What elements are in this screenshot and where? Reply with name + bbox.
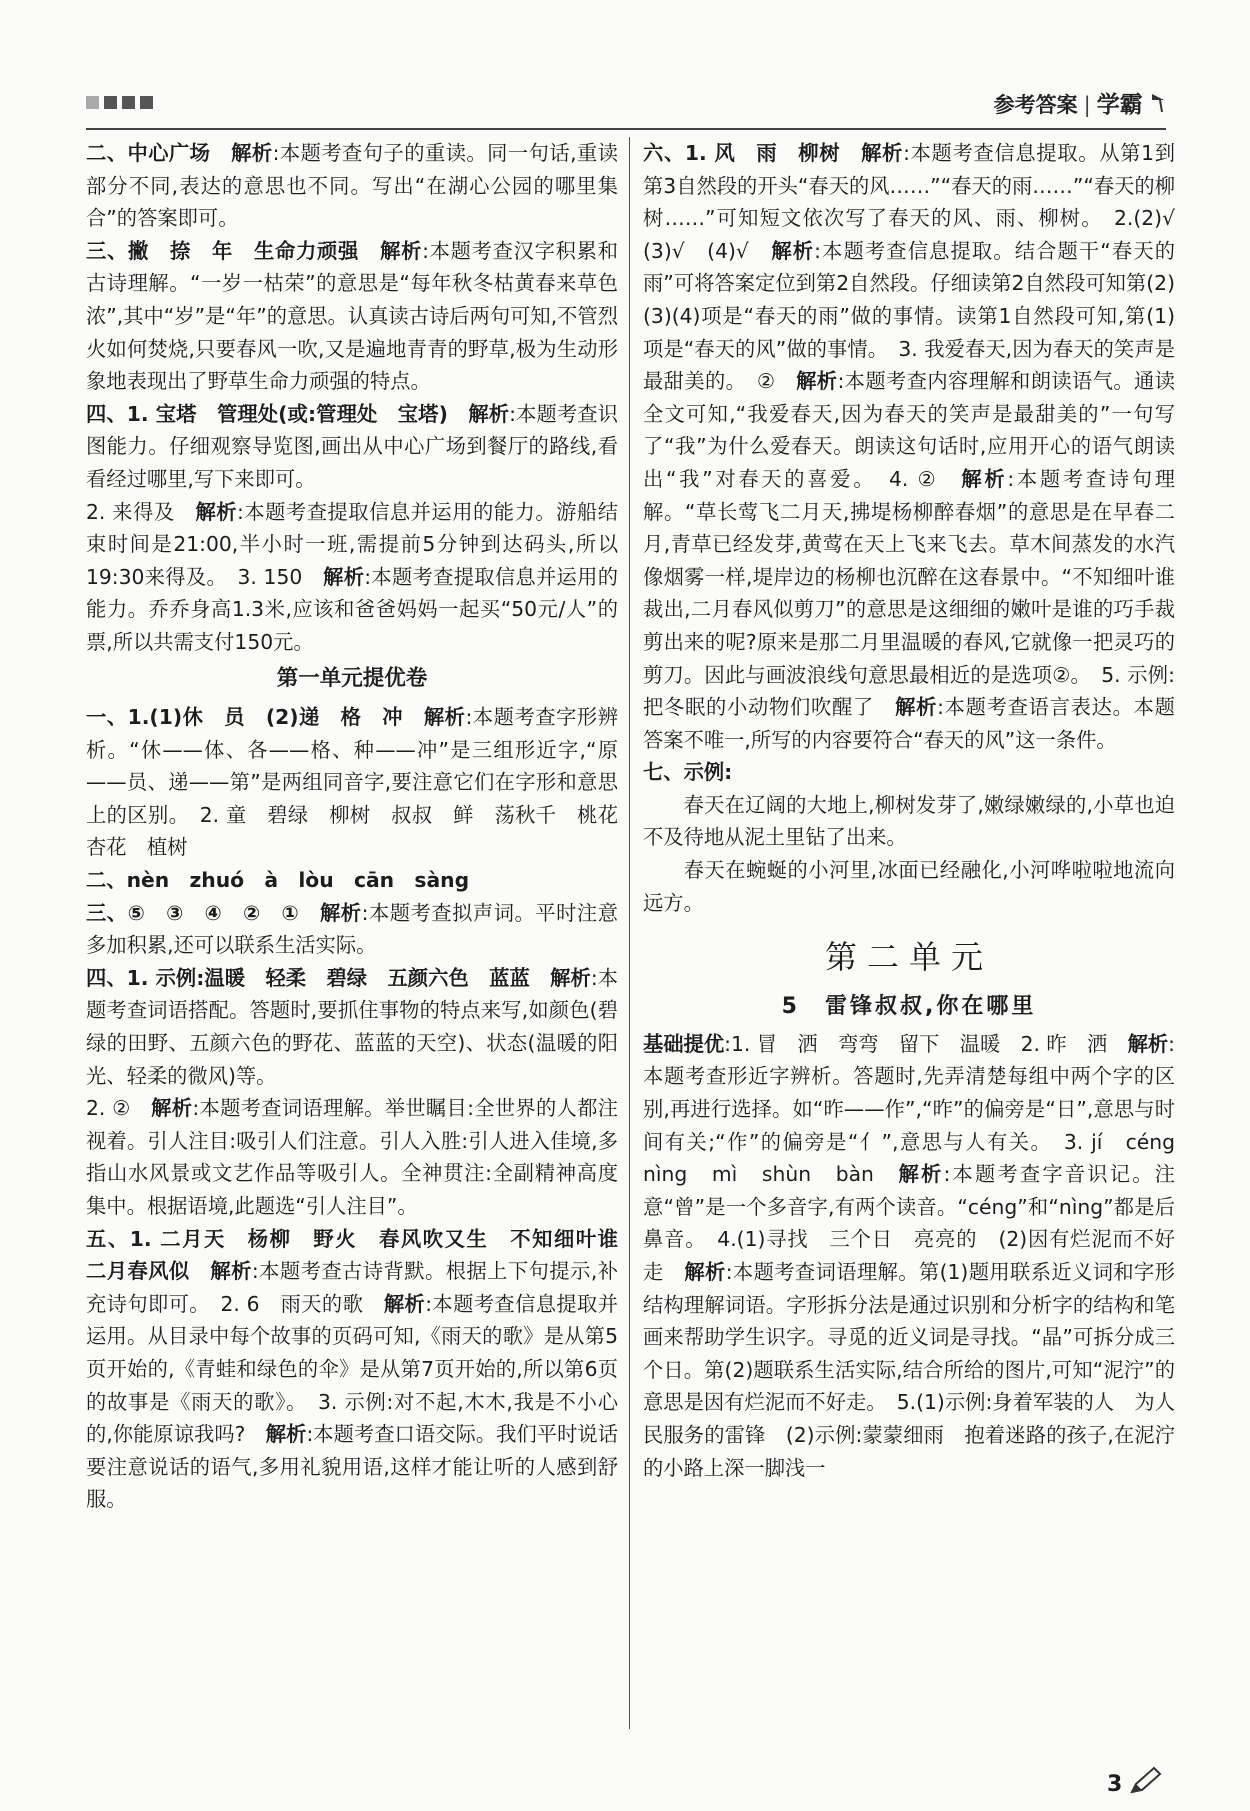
answer-paragraph <box>86 398 618 496</box>
column-divider <box>629 137 630 1729</box>
answer-text: :本题考查诗句理解。“草长莺飞二月天,拂堤杨柳醉春烟”的意思是在早春二月,青草已经发芽,黄莺在天上飞来飞去。草木间蒸发的水汽像烟雾一样,堤岸边的杨柳也沉醉在这春景中。“不知细叶谁裁出,二月春风似剪刀”的意思是这细细的嫩叶是谁的巧手裁剪出来的呢?原来是那二月里温暖的春风,它就像一把灵巧的剪刀。因此与画波浪线句意思最相近的是选项②。 5. 示例:把冬眠的小动物们吹醒了 <box>643 466 1175 720</box>
answer-lead: 二、nèn zhuó à lòu cān sàng <box>86 868 470 893</box>
left-column <box>86 137 639 1719</box>
analysis-label: 解析 <box>796 369 838 394</box>
analysis-label: 解析 <box>550 965 591 990</box>
analysis-label: 解析 <box>468 401 510 426</box>
section-title: 第一单元提优卷 <box>276 665 428 691</box>
header-mark <box>104 96 117 109</box>
answer-paragraph <box>86 496 618 659</box>
answer-text: :本题考查信息提取并运用。从目录中每个故事的页码可知,《雨天的歌》是从第5页开始的,《青蛙和绿色的伞》是从第7页开始的,所以第6页的故事是《雨天的歌》。 3. 示例:对不起,木木,我是不小心的,你能原谅我吗? <box>86 1291 618 1447</box>
header-mark <box>122 96 135 109</box>
answer-lead: 四、1. 宝塔 管理处(或:管理处 宝塔) <box>86 401 469 426</box>
page-number: 3 <box>1107 1772 1123 1797</box>
answer-text: :本题考查词语理解。第(1)题用联系近义词和字形结构理解词语。字形拆分法是通过识别和分析字的结构和笔画来帮助学生识字。寻觅的近义词是寻找。“晶”可拆分成三个日。第(2)题联系生活实际,结合所给的图片,可知“泥泞”的意思是因有烂泥而不好走。 5.(1)示例:身着军装的人 为人民服务的雷锋 (2)示例:蒙蒙细雨 抱着迷路的孩子,在泥泞的小路上深一脚浅一 <box>643 1260 1175 1480</box>
header-separator: | <box>1083 93 1091 117</box>
answer-text: :1. 冒 洒 弯弯 留下 温暖 2. 昨 洒 <box>724 1031 1128 1056</box>
analysis-label: 解析 <box>151 1096 193 1121</box>
answer-paragraph <box>86 864 618 897</box>
analysis-label: 解析 <box>380 238 423 263</box>
analysis-label: 解析 <box>210 1259 252 1284</box>
header-mark <box>86 96 99 109</box>
answer-lead: 三、⑤ ③ ④ ② ① <box>86 900 321 925</box>
analysis-label: 解析 <box>898 1162 944 1187</box>
analysis-label: 解析 <box>231 141 273 165</box>
answer-text: :本题考查提取信息并运用的能力。乔乔身高1.3米,应该和爸爸妈妈一起买“50元/人”的票,所以共需支付150元。 <box>86 564 618 654</box>
lesson-title: 5 雷锋叔叔,你在哪里 <box>781 994 1037 1020</box>
answer-lead: 一、1.(1)休 员 (2)递 格 冲 <box>86 705 424 730</box>
answer-text: :本题考查词语理解。举世瞩目:全世界的人都注视着。引人注目:吸引人们注意。引人入胜:引人进入佳境,多指山水风景或文艺作品等吸引人。全神贯注:全副精神高度集中。根据语境,此题选“引人注目”。 <box>86 1096 618 1218</box>
answer-lead: 六、1. 风 雨 柳树 <box>643 141 862 165</box>
analysis-label: 解析 <box>861 141 904 165</box>
header-marks <box>86 96 153 109</box>
answer-text: :本题考查词语搭配。答题时,要抓住事物的特点来写,如颜色(碧绿的田野、五颜六色的野花、蓝蓝的天空)、状态(温暖的阳光、轻柔的微风)等。 <box>86 965 618 1088</box>
answer-text: :本题考查拟声词。平时注意多加积累,还可以联系生活实际。 <box>86 900 618 958</box>
analysis-label: 解析 <box>684 1260 726 1284</box>
answer-paragraph <box>86 1092 618 1222</box>
answer-text: :本题考查字形辨析。“休——体、各——格、种——冲”是三组形近字,“原——员、递——第”是两组同音字,要注意它们在字形和意思上的区别。 2. 童 碧绿 柳树 叔叔 鲜 荡秋千 桃花 杏花 植树 <box>86 705 639 860</box>
answer-text: :本题考查信息提取。结合题干“春天的雨”可将答案定位到第2自然段。仔细读第2自然段可知第(2)(3)(4)项是“春天的雨”做的事情。读第1自然段可知,第(1)项是“春天的风”做的事情。 3. 我爱春天,因为春天的笑声是最甜美的。 ② <box>643 238 1175 394</box>
answer-paragraph <box>86 1223 639 1516</box>
analysis-label: 解析 <box>423 705 466 730</box>
answer-lead: 二、中心广场 <box>86 141 232 165</box>
analysis-label: 解析 <box>1127 1031 1169 1056</box>
mortarboard-icon <box>1150 92 1166 114</box>
answer-lead: 七、示例: <box>643 760 733 785</box>
answer-lead: 三、撇 捺 年 生命力顽强 <box>86 238 381 263</box>
answer-text: :本题考查形近字辨析。答题时,先弄清楚每组中两个字的区别,再进行选择。如“昨——作”,“昨”的偏旁是“日”,意思与时间有关;“作”的偏旁是“亻”,意思与人有关。 3. jí céng nìng mì shùn bàn <box>643 1031 1196 1187</box>
analysis-label: 解析 <box>265 1422 307 1447</box>
analysis-label: 解析 <box>961 466 1008 491</box>
header-mark <box>140 96 153 109</box>
header-title: 参考答案 <box>993 93 1078 117</box>
analysis-label: 解析 <box>320 900 362 925</box>
answer-lead: 基础提优 <box>643 1031 725 1056</box>
answer-paragraph <box>86 897 618 962</box>
answer-paragraph <box>86 701 639 864</box>
answer-text: :本题考查语言表达。本题答案不唯一,所写的内容要符合“春天的风”这一条件。 <box>643 695 1175 752</box>
answer-lead: 五、1. 二月天 杨柳 野火 春风吹又生 不知细叶谁 二月春风似 <box>86 1226 639 1284</box>
analysis-label: 解析 <box>771 238 815 263</box>
answer-paragraph <box>86 235 618 398</box>
page-header <box>86 86 1166 124</box>
sample-paragraph: 春天在辽阔的大地上,柳树发芽了,嫩绿嫩绿的,小草也迫不及待地从泥土里钻了出来。 <box>643 792 1175 850</box>
right-column <box>643 137 1196 1719</box>
analysis-label: 解析 <box>895 695 938 720</box>
answer-text: :本题考查内容理解和朗读语气。通读全文可知,“我爱春天,因为春天的笑声是最甜美的”一句写了“我”为什么爱春天。朗读这句话时,应用开心的语气朗读出“我”对春天的喜爱。 4. ② <box>643 369 1175 491</box>
header-brand <box>994 86 1166 119</box>
analysis-label: 解析 <box>323 564 365 589</box>
answer-paragraph <box>643 756 1175 789</box>
answer-text: :本题考查字音识记。注意“曾”是一个多音字,有两个读音。“céng”和“nìng”都是后鼻音。 4.(1)寻找 三个日 亮亮的 (2)因有烂泥而不好走 <box>643 1162 1175 1284</box>
answer-paragraph <box>86 137 618 235</box>
answer-paragraph <box>86 962 618 1092</box>
analysis-label: 解析 <box>195 499 238 524</box>
answer-paragraph <box>643 1028 1196 1484</box>
header-rule <box>86 128 1166 130</box>
answer-lead: 四、1. 示例:温暖 轻柔 碧绿 五颜六色 蓝蓝 <box>86 965 551 990</box>
analysis-label: 解析 <box>383 1291 426 1316</box>
answer-lead: 2. 来得及 <box>86 499 196 524</box>
answer-text: :本题考查古诗背默。根据上下句提示,补充诗句即可。 2. 6 雨天的歌 <box>86 1259 618 1316</box>
answer-text: :本题考查口语交际。我们平时说话要注意说话的语气,多用礼貌用语,这样才能让听的人感到舒服。 <box>86 1422 618 1512</box>
answer-text: :本题考查汉字积累和古诗理解。“一岁一枯荣”的意思是“每年秋冬枯黄春来草色浓”,其中“岁”是“年”的意思。认真读古诗后两句可知,不管烈火如何焚烧,只要春风一吹,又是遍地青青的野草,极为生动形象地表现出了野草生命力顽强的特点。 <box>86 238 618 394</box>
answer-text: :本题考查信息提取。从第1到第3自然段的开头“春天的风……”“春天的雨……”“春天的柳树……”可知短文依次写了春天的风、雨、柳树。 2.(2)√ (3)√ (4)√ <box>643 141 1196 263</box>
answer-text: :本题考查识图能力。仔细观察导览图,画出从中心广场到餐厅的路线,看看经过哪里,写下来即可。 <box>86 401 618 491</box>
brand-name: 学霸 <box>1096 92 1143 118</box>
pencil-icon <box>1128 1766 1162 1796</box>
answer-text: :本题考查提取信息并运用的能力。游船结束时间是21:00,半小时一班,需提前5分钟到达码头,所以19:30来得及。 3. 150 <box>86 499 618 589</box>
unit-title: 第二单元 <box>824 938 993 977</box>
answer-lead: 2. ② <box>86 1096 152 1121</box>
answer-paragraph <box>643 137 1196 756</box>
answer-text: :本题考查句子的重读。同一句话,重读部分不同,表达的意思也不同。写出“在湖心公园的哪里集合”的答案即可。 <box>86 141 618 231</box>
sample-paragraph: 春天在蜿蜒的小河里,冰面已经融化,小河哗啦啦地流向远方。 <box>643 858 1175 915</box>
